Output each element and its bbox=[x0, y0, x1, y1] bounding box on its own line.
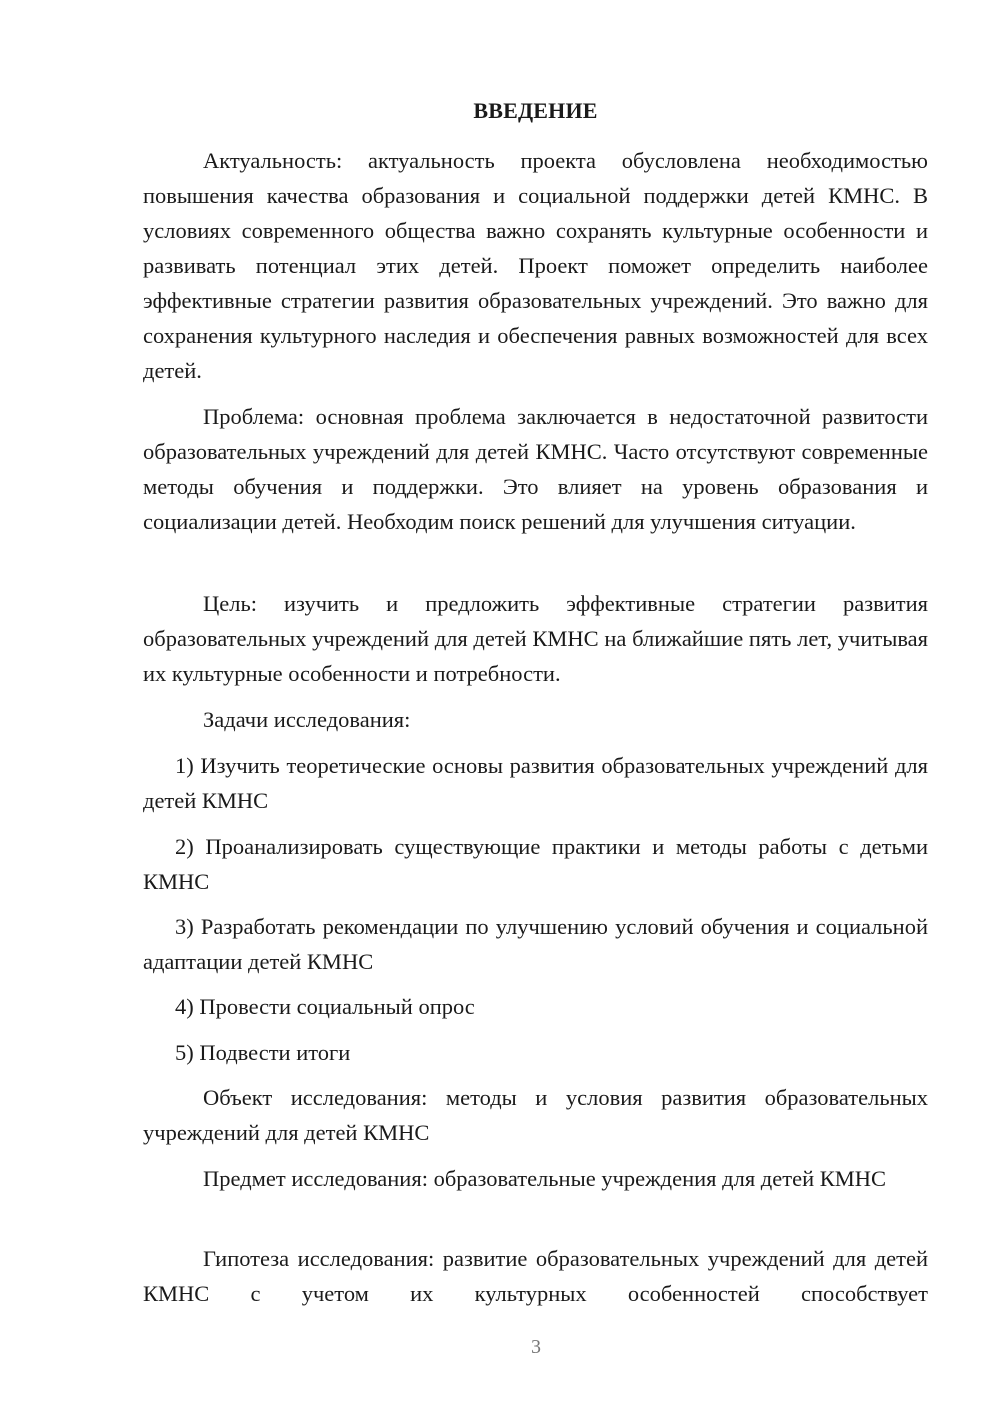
task-item-5: 5) Подвести итоги bbox=[175, 1040, 351, 1065]
paragraph-hypothesis: Гипотеза исследования: развитие образовательных учреждений для детей КМНС с учетом их культурных особенностей способствует bbox=[143, 1246, 928, 1306]
page-number: 3 bbox=[531, 1336, 541, 1358]
paragraph-tasks-intro: Задачи исследования: bbox=[203, 707, 411, 732]
task-item-2: 2) Проанализировать существующие практики и методы работы с детьми КМНС bbox=[143, 834, 928, 894]
task-item-1: 1) Изучить теоретические основы развития образовательных учреждений для детей КМНС bbox=[143, 753, 928, 813]
paragraph-relevance: Актуальность: актуальность проекта обусловлена необходимостью повышения качества образования и социальной поддержки детей КМНС. В условиях современного общества важно сохранять культурные особенности и развивать потенциал этих детей. Проект поможет определить наиболее эффективные стратегии развития образовательных учреждений. Это важно для сохранения культурного наследия и обеспечения равных возможностей для всех детей. bbox=[143, 148, 928, 383]
task-item-4: 4) Провести социальный опрос bbox=[175, 994, 475, 1019]
section-heading: ВВЕДЕНИЕ bbox=[473, 98, 598, 123]
paragraph-object: Объект исследования: методы и условия развития образовательных учреждений для детей КМНС bbox=[143, 1085, 928, 1145]
paragraph-goal: Цель: изучить и предложить эффективные стратегии развития образовательных учреждений для детей КМНС на ближайшие пять лет, учитывая их культурные особенности и потребности. bbox=[143, 591, 928, 686]
paragraph-problem: Проблема: основная проблема заключается в недостаточной развитости образовательных учреждений для детей КМНС. Часто отсутствуют современные методы обучения и поддержки. Это влияет на уровень образования и социализации детей. Необходим поиск решений для улучшения ситуации. bbox=[143, 404, 928, 534]
paragraph-subject: Предмет исследования: образовательные учреждения для детей КМНС bbox=[203, 1166, 886, 1191]
task-item-3: 3) Разработать рекомендации по улучшению условий обучения и социальной адаптации детей КМНС bbox=[143, 914, 928, 974]
